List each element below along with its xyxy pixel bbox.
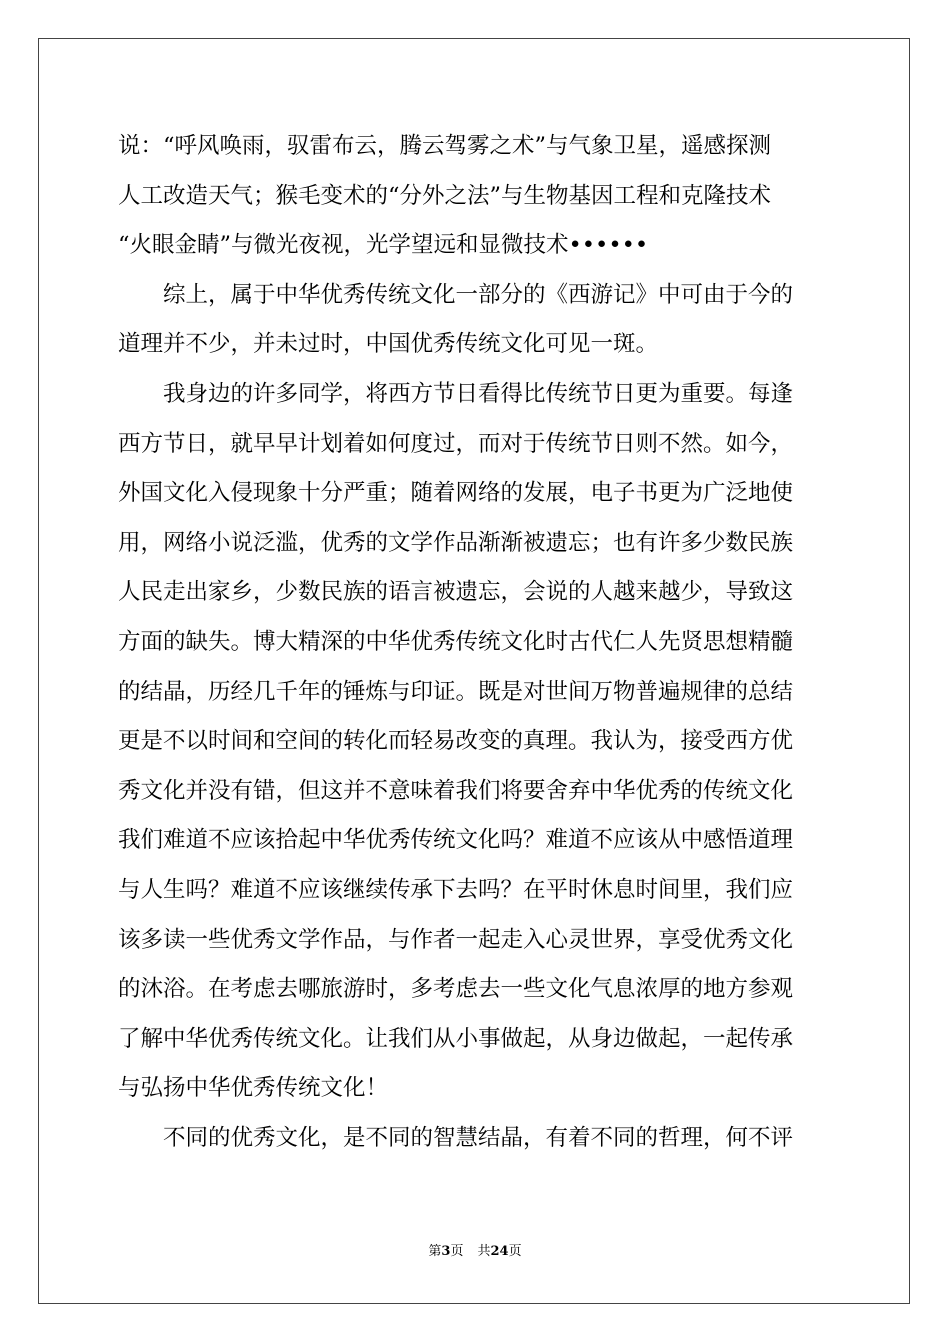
- text-line: 用，网络小说泛滥，优秀的文学作品渐渐被遗忘；也有许多少数民族: [118, 529, 794, 556]
- text-line: 不同的优秀文化，是不同的智慧结晶，有着不同的哲理，何不评: [118, 1124, 794, 1151]
- text-line: 人民走出家乡，少数民族的语言被遗忘，会说的人越来越少，导致这: [118, 579, 794, 606]
- text-line: 方面的缺失。博大精深的中华优秀传统文化时古代仁人先贤思想精髓: [118, 628, 794, 655]
- text-line: 秀文化并没有错，但这并不意味着我们将要舍弃中华优秀的传统文化: [118, 777, 794, 804]
- text-line: 该多读一些优秀文学作品，与作者一起走入心灵世界，享受优秀文化: [118, 926, 794, 953]
- text-line: 人工改造天气；猴毛变术的“分外之法”与生物基因工程和克隆技术: [118, 182, 772, 209]
- page-total: 24: [490, 1244, 509, 1259]
- total-unit: 页: [508, 1244, 522, 1259]
- text-line: 与人生吗？难道不应该继续传承下去吗？在平时休息时间里，我们应: [118, 876, 794, 903]
- text-line: 西方节日，就早早计划着如何度过，而对于传统节日则不然。如今，: [118, 430, 794, 457]
- text-line: 我们难道不应该拾起中华优秀传统文化吗？难道不应该从中感悟道理: [118, 827, 794, 854]
- text-line: 我身边的许多同学，将西方节日看得比传统节日更为重要。每逢: [118, 380, 794, 407]
- text-line: 综上，属于中华优秀传统文化一部分的《西游记》中可由于今的: [118, 281, 794, 308]
- text-line: 了解中华优秀传统文化。让我们从小事做起，从身边做起，一起传承: [118, 1025, 794, 1052]
- text-line: 更是不以时间和空间的转化而轻易改变的真理。我认为，接受西方优: [118, 728, 794, 755]
- text-line: 外国文化入侵现象十分严重；随着网络的发展，电子书更为广泛地使: [118, 480, 794, 507]
- text-line: 说：“呼风唤雨，驭雷布云，腾云驾雾之术”与气象卫星，遥感探测: [118, 133, 772, 159]
- text-line: 的结晶，历经几千年的锤炼与印证。既是对世间万物普遍规律的总结: [118, 678, 794, 705]
- text-line: 道理并不少，并未过时，中国优秀传统文化可见一斑。: [118, 331, 659, 358]
- page-unit: 页: [450, 1244, 464, 1259]
- page-footer: [0, 1243, 950, 1261]
- document-body: [118, 122, 834, 1163]
- text-line: 与弘扬中华优秀传统文化！: [118, 1075, 389, 1102]
- page-prefix: 第: [428, 1244, 442, 1259]
- text-line: 的沐浴。在考虑去哪旅游时，多考虑去一些文化气息浓厚的地方参观: [118, 976, 794, 1003]
- text-line: “火眼金睛”与微光夜视，光学望远和显微技术••••••: [118, 232, 649, 259]
- total-prefix: 共: [477, 1244, 491, 1259]
- page-current: 3: [441, 1244, 451, 1259]
